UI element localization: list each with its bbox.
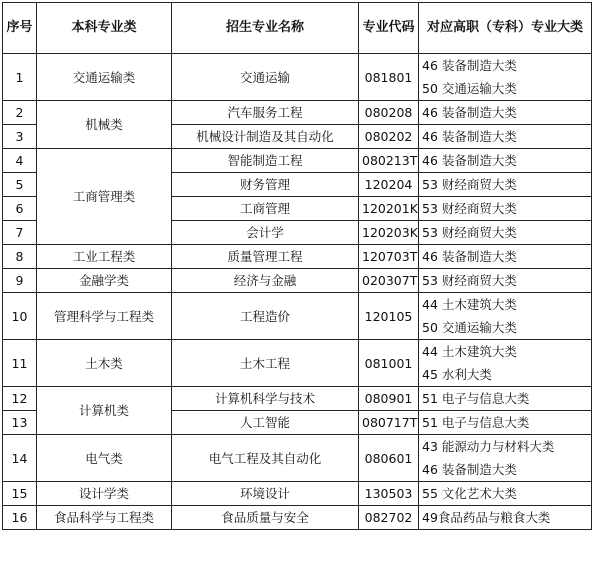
major-name-cell: 电气工程及其自动化 xyxy=(172,435,359,482)
table-row xyxy=(3,149,592,173)
seq-cell: 9 xyxy=(3,269,37,293)
bachelor-category-cell: 机械类 xyxy=(37,101,172,149)
major-code-cell: 081801 xyxy=(359,54,419,101)
vocational-category-cell: 49食品药品与粮食大类 xyxy=(419,506,592,530)
major-code-cell: 080601 xyxy=(359,435,419,482)
bachelor-category-cell: 设计学类 xyxy=(37,482,172,506)
bachelor-category-cell: 工业工程类 xyxy=(37,245,172,269)
vocational-category-line: 43 能源动力与材料大类 xyxy=(422,439,555,454)
vocational-category-line: 45 水利大类 xyxy=(422,367,492,382)
table-row xyxy=(3,506,592,530)
vocational-category-cell: 53 财经商贸大类 xyxy=(419,173,592,197)
vocational-category-cell xyxy=(419,435,592,482)
major-code-cell: 081001 xyxy=(359,340,419,387)
major-name-cell: 会计学 xyxy=(172,221,359,245)
major-code-cell: 082702 xyxy=(359,506,419,530)
seq-cell: 8 xyxy=(3,245,37,269)
vocational-category-line: 50 交通运输大类 xyxy=(422,320,517,335)
seq-cell: 6 xyxy=(3,197,37,221)
major-name-cell: 计算机科学与技术 xyxy=(172,387,359,411)
seq-cell: 14 xyxy=(3,435,37,482)
bachelor-category-cell: 计算机类 xyxy=(37,387,172,435)
seq-cell: 16 xyxy=(3,506,37,530)
seq-cell: 1 xyxy=(3,54,37,101)
vocational-category-line: 44 土木建筑大类 xyxy=(422,344,517,359)
major-code-cell: 080213T xyxy=(359,149,419,173)
table-row xyxy=(3,340,592,387)
seq-cell: 15 xyxy=(3,482,37,506)
bachelor-category-cell: 食品科学与工程类 xyxy=(37,506,172,530)
table-row xyxy=(3,101,592,125)
major-code-cell: 080202 xyxy=(359,125,419,149)
bachelor-category-cell: 土木类 xyxy=(37,340,172,387)
vocational-category-cell: 46 装备制造大类 xyxy=(419,125,592,149)
vocational-category-cell: 46 装备制造大类 xyxy=(419,101,592,125)
bachelor-category-cell: 电气类 xyxy=(37,435,172,482)
major-name-cell: 机械设计制造及其自动化 xyxy=(172,125,359,149)
seq-cell: 4 xyxy=(3,149,37,173)
major-code-cell: 120703T xyxy=(359,245,419,269)
vocational-category-line: 46 装备制造大类 xyxy=(422,58,517,73)
seq-cell: 3 xyxy=(3,125,37,149)
seq-cell: 11 xyxy=(3,340,37,387)
header-seq: 序号 xyxy=(3,3,37,54)
major-name-cell: 经济与金融 xyxy=(172,269,359,293)
seq-cell: 10 xyxy=(3,293,37,340)
major-code-cell: 080901 xyxy=(359,387,419,411)
bachelor-category-cell: 交通运输类 xyxy=(37,54,172,101)
major-name-cell: 汽车服务工程 xyxy=(172,101,359,125)
vocational-category-cell: 53 财经商贸大类 xyxy=(419,221,592,245)
major-code-cell: 080717T xyxy=(359,411,419,435)
major-name-cell: 财务管理 xyxy=(172,173,359,197)
major-code-cell: 120105 xyxy=(359,293,419,340)
header-bachelor-category: 本科专业类 xyxy=(37,3,172,54)
bachelor-category-cell: 金融学类 xyxy=(37,269,172,293)
seq-cell: 7 xyxy=(3,221,37,245)
vocational-category-line: 50 交通运输大类 xyxy=(422,81,517,96)
table-row xyxy=(3,54,592,101)
header-major-name: 招生专业名称 xyxy=(172,3,359,54)
vocational-category-cell: 55 文化艺术大类 xyxy=(419,482,592,506)
table-row xyxy=(3,387,592,411)
table-row xyxy=(3,245,592,269)
major-code-cell: 120203K xyxy=(359,221,419,245)
table-row xyxy=(3,435,592,482)
bachelor-category-cell: 管理科学与工程类 xyxy=(37,293,172,340)
vocational-category-cell xyxy=(419,340,592,387)
table-row xyxy=(3,269,592,293)
seq-cell: 5 xyxy=(3,173,37,197)
vocational-category-line: 46 装备制造大类 xyxy=(422,462,517,477)
major-code-cell: 120201K xyxy=(359,197,419,221)
admission-majors-table xyxy=(2,2,592,530)
major-name-cell: 人工智能 xyxy=(172,411,359,435)
major-name-cell: 工程造价 xyxy=(172,293,359,340)
bachelor-category-cell: 工商管理类 xyxy=(37,149,172,245)
major-code-cell: 080208 xyxy=(359,101,419,125)
vocational-category-cell: 53 财经商贸大类 xyxy=(419,197,592,221)
major-name-cell: 土木工程 xyxy=(172,340,359,387)
header-row xyxy=(3,3,592,54)
seq-cell: 12 xyxy=(3,387,37,411)
vocational-category-cell xyxy=(419,293,592,340)
vocational-category-cell: 46 装备制造大类 xyxy=(419,149,592,173)
table-row xyxy=(3,482,592,506)
major-code-cell: 130503 xyxy=(359,482,419,506)
seq-cell: 2 xyxy=(3,101,37,125)
vocational-category-cell: 53 财经商贸大类 xyxy=(419,269,592,293)
seq-cell: 13 xyxy=(3,411,37,435)
major-name-cell: 交通运输 xyxy=(172,54,359,101)
vocational-category-cell xyxy=(419,54,592,101)
vocational-category-cell: 51 电子与信息大类 xyxy=(419,387,592,411)
header-vocational-category: 对应高职（专科）专业大类 xyxy=(419,3,592,54)
major-name-cell: 工商管理 xyxy=(172,197,359,221)
vocational-category-cell: 51 电子与信息大类 xyxy=(419,411,592,435)
major-name-cell: 质量管理工程 xyxy=(172,245,359,269)
major-name-cell: 食品质量与安全 xyxy=(172,506,359,530)
major-code-cell: 020307T xyxy=(359,269,419,293)
header-major-code: 专业代码 xyxy=(359,3,419,54)
table-row xyxy=(3,293,592,340)
vocational-category-cell: 46 装备制造大类 xyxy=(419,245,592,269)
vocational-category-line: 44 土木建筑大类 xyxy=(422,297,517,312)
major-name-cell: 智能制造工程 xyxy=(172,149,359,173)
major-name-cell: 环境设计 xyxy=(172,482,359,506)
major-code-cell: 120204 xyxy=(359,173,419,197)
